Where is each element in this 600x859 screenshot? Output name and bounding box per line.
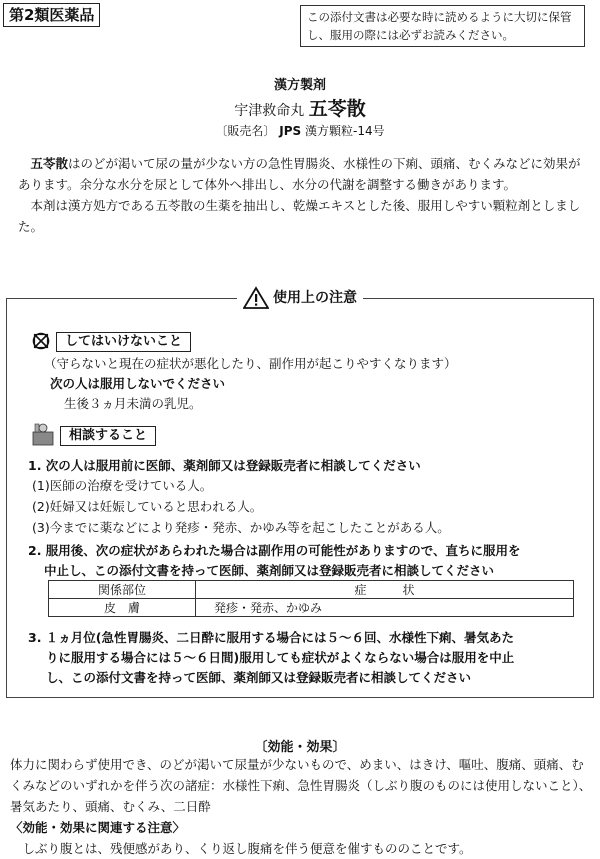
caution-title-text: 使用上の注意 bbox=[273, 290, 357, 306]
consult-heading-row bbox=[32, 422, 156, 446]
sales-brand: JPS bbox=[279, 124, 302, 138]
effects-text: 体力に関わらず使用でき、のどが渇いて尿量が少ないもので、めまい、はきけ、嘔吐、腹痛、頭痛、むくみなどのいずれかを伴う次の諸症：水様性下痢、急性胃腸炎（しぶり腹のものには使用しないこと）、暑気あたり、頭痛、むくみ、二日酔 bbox=[10, 757, 592, 814]
consult-label: 相談すること bbox=[60, 426, 156, 446]
dont-label: してはいけないこと bbox=[56, 332, 191, 352]
consult-item-1-sub-3: (3)今までに薬などにより発疹・発赤、かゆみ等を起こしたことがある人。 bbox=[32, 520, 450, 535]
warning-icon bbox=[243, 286, 269, 310]
dont-heading: 次の人は服用しないでください bbox=[50, 376, 226, 391]
intro-product-name: 五苓散 bbox=[30, 156, 69, 171]
prohibited-icon bbox=[32, 332, 50, 350]
consult-item-2-line-1: 2. 服用後、次の症状があらわれた場合は副作用の可能性がありますので、直ちに服用を bbox=[28, 543, 521, 558]
consult-item-1-sub-2: (2)妊婦又は妊娠していると思われる人。 bbox=[32, 499, 263, 514]
product-name: 五苓散 bbox=[308, 98, 366, 120]
caution-title bbox=[0, 283, 600, 313]
product-type: 漢方製剤 bbox=[273, 78, 326, 93]
intro-paragraph-1 bbox=[18, 153, 588, 195]
drug-category-badge: 第2類医薬品 bbox=[3, 3, 100, 27]
intro-paragraph-2: 本剤は漢方処方である五苓散の生薬を抽出し、乾燥エキスとした後、服用しやすい顆粒剤としました。 bbox=[18, 198, 581, 234]
keep-notice-box: この添付文書は必要な時に読めるように大切に保管し、服用の際には必ずお読みください。 bbox=[300, 5, 585, 47]
consult-doctor-icon bbox=[32, 422, 54, 446]
table-header-symptom: 症 状 bbox=[196, 581, 574, 599]
table-cell-symptom: 発疹・発赤、かゆみ bbox=[196, 599, 574, 617]
effects-related-text: しぶり腹とは、残便感があり、くり返し腹痛を伴う便意を催すもののことです。 bbox=[22, 841, 472, 856]
intro-description: はのどが渇いて尿の量が少ない方の急性胃腸炎、水様性の下痢、頭痛、むくみなどに効果があります。余分な水分を尿として体外へ排出し、水分の代謝を調整する働きがあります。 bbox=[18, 156, 581, 192]
table-header-part: 関係部位 bbox=[49, 581, 196, 599]
sales-product: 漢方顆粒-14号 bbox=[304, 124, 385, 138]
consult-item-2-line-2: 中止し、この添付文書を持って医師、薬剤師又は登録販売者に相談してください bbox=[44, 563, 495, 578]
consult-item-3-line-1: 3. １ヵ月位(急性胃腸炎、二日酔に服用する場合には５～６回、水様性下痢、暑気あた bbox=[28, 630, 515, 645]
effects-related-heading: 〈効能・効果に関連する注意〉 bbox=[10, 820, 186, 835]
consult-item-3-line-3: し、この添付文書を持って医師、薬剤師又は登録販売者に相談してください bbox=[46, 670, 472, 685]
table-header-row bbox=[49, 581, 574, 599]
product-title bbox=[0, 94, 600, 121]
consult-item-3-line-2: りに服用する場合には５～６日間)服用しても症状がよくならない場合は服用を中止 bbox=[46, 650, 515, 665]
maker-name: 宇津救命丸 bbox=[234, 103, 305, 119]
dont-heading-row bbox=[32, 330, 191, 352]
table-row bbox=[49, 599, 574, 617]
intro-text bbox=[18, 153, 588, 237]
effects-section bbox=[10, 754, 592, 859]
side-effect-table bbox=[48, 580, 574, 617]
effects-title: 〔効能・効果〕 bbox=[254, 740, 346, 755]
sales-prefix: 〔販売名〕 bbox=[215, 124, 276, 138]
dont-item: 生後３ヵ月未満の乳児。 bbox=[64, 396, 202, 411]
table-cell-part: 皮 膚 bbox=[49, 599, 196, 617]
sales-name bbox=[0, 122, 600, 139]
dont-note: （守らないと現在の症状が悪化したり、副作用が起こりやすくなります） bbox=[44, 356, 457, 371]
consult-item-1-sub-1: (1)医師の治療を受けている人。 bbox=[32, 478, 213, 493]
consult-item-1-heading: 1. 次の人は服用前に医師、薬剤師又は登録販売者に相談してください bbox=[28, 458, 421, 473]
